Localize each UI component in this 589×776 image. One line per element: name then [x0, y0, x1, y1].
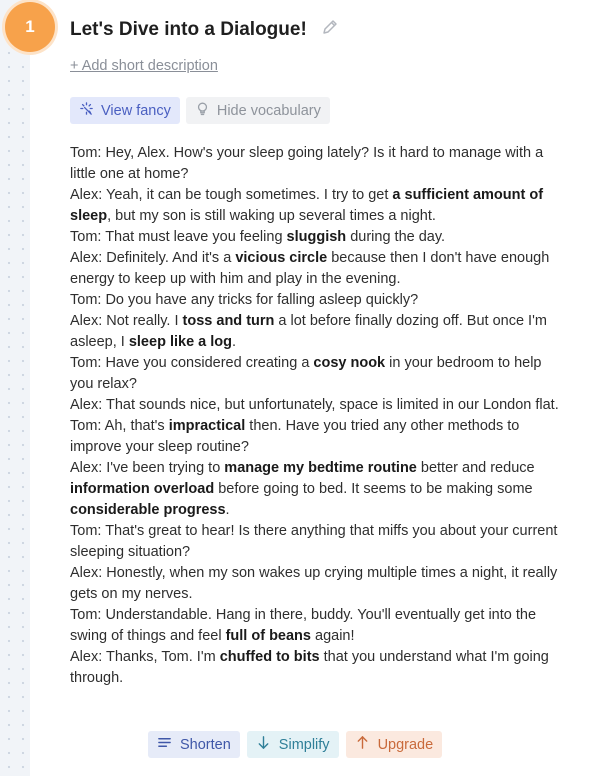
add-description-link[interactable]: + Add short description [70, 58, 218, 74]
dialogue-line [70, 416, 560, 458]
pencil-icon[interactable] [321, 18, 339, 41]
dialogue-segment: Alex: Yeah, it can be tough sometimes. I try to get [70, 187, 393, 203]
dialogue-line [70, 248, 560, 290]
hide-vocabulary-label: Hide vocabulary [216, 102, 321, 119]
page-title: Let's Dive into a Dialogue! [70, 18, 307, 40]
dialogue-segment: Alex: Not really. I [70, 313, 183, 329]
vocabulary-term[interactable]: full of beans [225, 628, 311, 644]
dialogue-segment: , but my son is still waking up several times a night. [107, 208, 436, 224]
view-fancy-button[interactable] [70, 97, 180, 124]
lightbulb-icon [195, 101, 210, 120]
lines-icon [157, 735, 172, 754]
dialogue-segment: during the day. [346, 229, 446, 245]
arrow-down-icon [256, 735, 271, 754]
view-toolbar [70, 97, 330, 124]
dialogue-segment: before going to bed. It seems to be making some [214, 481, 533, 497]
upgrade-button[interactable] [346, 731, 443, 758]
dialogue-line [70, 143, 560, 185]
dialogue-line [70, 563, 560, 605]
vocabulary-term[interactable]: vicious circle [235, 250, 328, 266]
dialogue-segment: a lot before finally dozing off. But once I'm asleep, I [70, 313, 547, 350]
vocabulary-term[interactable]: a sufficient amount of sleep [70, 187, 544, 224]
simplify-button[interactable] [247, 731, 339, 758]
dialogue-line [70, 353, 560, 395]
simplify-label: Simplify [278, 736, 330, 753]
vocabulary-term[interactable]: toss and turn [182, 313, 275, 329]
dialogue-segment: Tom: Have you considered creating a [70, 355, 314, 371]
vocabulary-term[interactable]: manage my bedtime routine [224, 460, 417, 476]
dialogue-line [70, 185, 560, 227]
dialogue-segment: in your bedroom to help you relax? [70, 355, 542, 392]
dialogue-line [70, 227, 560, 248]
dialogue-segment: Tom: That must leave you feeling [70, 229, 287, 245]
dialogue-segment: Tom: Understandable. Hang in there, buddy. You'll eventually get into the swing of things and feel [70, 607, 537, 644]
dialogue-line [70, 458, 560, 521]
dialogue-text [70, 143, 560, 689]
step-number: 1 [25, 17, 35, 36]
dialogue-segment: Tom: Hey, Alex. How's your sleep going lately? Is it hard to manage with a little one at home? [70, 145, 544, 182]
dialogue-segment: Tom: Ah, that's [70, 418, 169, 434]
vocabulary-term[interactable]: chuffed to bits [219, 649, 320, 665]
dialogue-segment: because then I don't have enough energy to keep up with him and play in the evening. [70, 250, 550, 287]
dialogue-line [70, 521, 560, 563]
view-fancy-label: View fancy [101, 102, 171, 119]
left-dotted-rail [0, 0, 30, 776]
dialogue-segment: then. Have you tried any other methods to improve your sleep routine? [70, 418, 520, 455]
title-row [70, 18, 339, 41]
vocabulary-term[interactable]: cosy nook [313, 355, 386, 371]
rewrite-actions [148, 731, 442, 758]
vocabulary-term[interactable]: information overload [70, 481, 215, 497]
step-number-badge [5, 2, 55, 52]
dialogue-segment: Tom: That's great to hear! Is there anything that miffs you about your current sleeping situation? [70, 523, 558, 560]
hide-vocabulary-button[interactable] [186, 97, 330, 124]
dialogue-segment: Alex: Honestly, when my son wakes up crying multiple times a night, it really gets on my nerves. [70, 565, 558, 602]
vocabulary-term[interactable]: impractical [168, 418, 246, 434]
upgrade-label: Upgrade [377, 736, 434, 753]
sparkle-icon [79, 101, 94, 120]
vocabulary-term[interactable]: considerable progress [70, 502, 226, 518]
dialogue-segment: that you understand what I'm going through. [70, 649, 549, 686]
vocabulary-term[interactable]: sleep like a log [128, 334, 233, 350]
dialogue-line [70, 647, 560, 689]
dialogue-segment: Alex: Definitely. And it's a [70, 250, 236, 266]
dialogue-line [70, 311, 560, 353]
dialogue-segment: again! [310, 628, 355, 644]
dialogue-line [70, 395, 560, 416]
arrow-up-icon [355, 735, 370, 754]
dialogue-segment: Alex: That sounds nice, but unfortunately, space is limited in our London flat. [70, 397, 559, 413]
dialogue-line [70, 605, 560, 647]
shorten-label: Shorten [180, 736, 231, 753]
dialogue-segment: . [232, 334, 237, 350]
shorten-button[interactable] [148, 731, 240, 758]
dialogue-segment: Alex: Thanks, Tom. I'm [70, 649, 220, 665]
dialogue-segment: Alex: I've been trying to [70, 460, 225, 476]
vocabulary-term[interactable]: sluggish [286, 229, 347, 245]
dialogue-segment: better and reduce [416, 460, 535, 476]
dialogue-segment: . [225, 502, 230, 518]
dialogue-line [70, 290, 560, 311]
dialogue-segment: Tom: Do you have any tricks for falling asleep quickly? [70, 292, 419, 308]
